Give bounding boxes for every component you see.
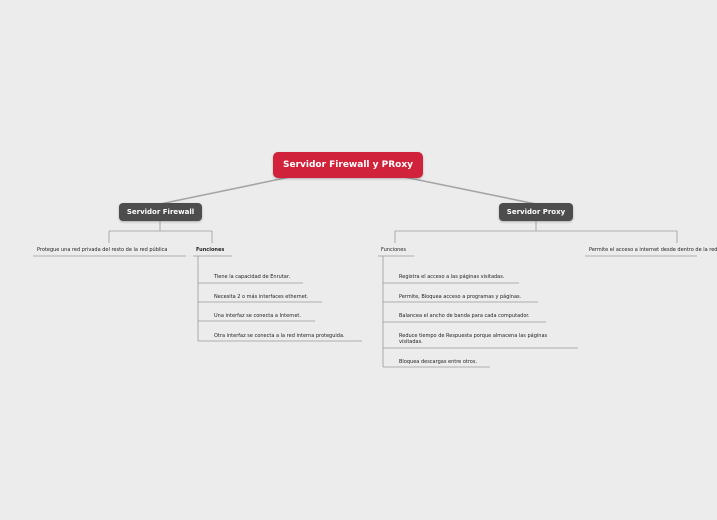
connector-proxy-children xyxy=(395,221,677,243)
proxy-funcion-item[interactable]: Bloquea descargas entre otros. xyxy=(399,359,478,365)
connector-firewall-children xyxy=(109,221,212,243)
proxy-funcion-item[interactable]: Registra el acceso a las páginas visitadas. xyxy=(399,274,505,280)
proxy-funcion-item[interactable]: Reduce tiempo de Respuesta porque almacena las páginas visitadas. xyxy=(399,333,548,345)
proxy-subtopic-funciones[interactable]: Funciones xyxy=(381,247,406,253)
firewall-funcion-item[interactable]: Una interfaz se conecta a Internet. xyxy=(214,313,301,319)
proxy-funcion-item[interactable]: Permite, Bloquea acceso a programas y páginas. xyxy=(399,294,522,300)
connector-root-firewall xyxy=(160,177,290,204)
proxy-funcion-item[interactable]: Balancea el ancho de banda para cada computador. xyxy=(399,313,530,319)
branch-servidor-proxy[interactable]: Servidor Proxy xyxy=(499,203,573,221)
root-topic[interactable]: Servidor Firewall y PRoxy xyxy=(273,152,423,178)
firewall-subtopic-funciones[interactable]: Funciones xyxy=(196,247,225,253)
proxy-subtopic-permite[interactable]: Permite el acceso a internet desde dentro de la red xyxy=(589,247,717,253)
firewall-funcion-item[interactable]: Otra interfaz se conecta a la red interna proteguida. xyxy=(214,333,345,339)
branch-servidor-firewall[interactable]: Servidor Firewall xyxy=(119,203,202,221)
firewall-funcion-item[interactable]: Necesita 2 o más interfaces ethernet. xyxy=(214,294,309,300)
connector-root-proxy xyxy=(404,177,536,204)
firewall-funcion-item[interactable]: Tiene la capacidad de Enrutar. xyxy=(214,274,291,280)
firewall-subtopic-protege[interactable]: Protegue una red privada del resto de la red pública xyxy=(37,247,168,253)
